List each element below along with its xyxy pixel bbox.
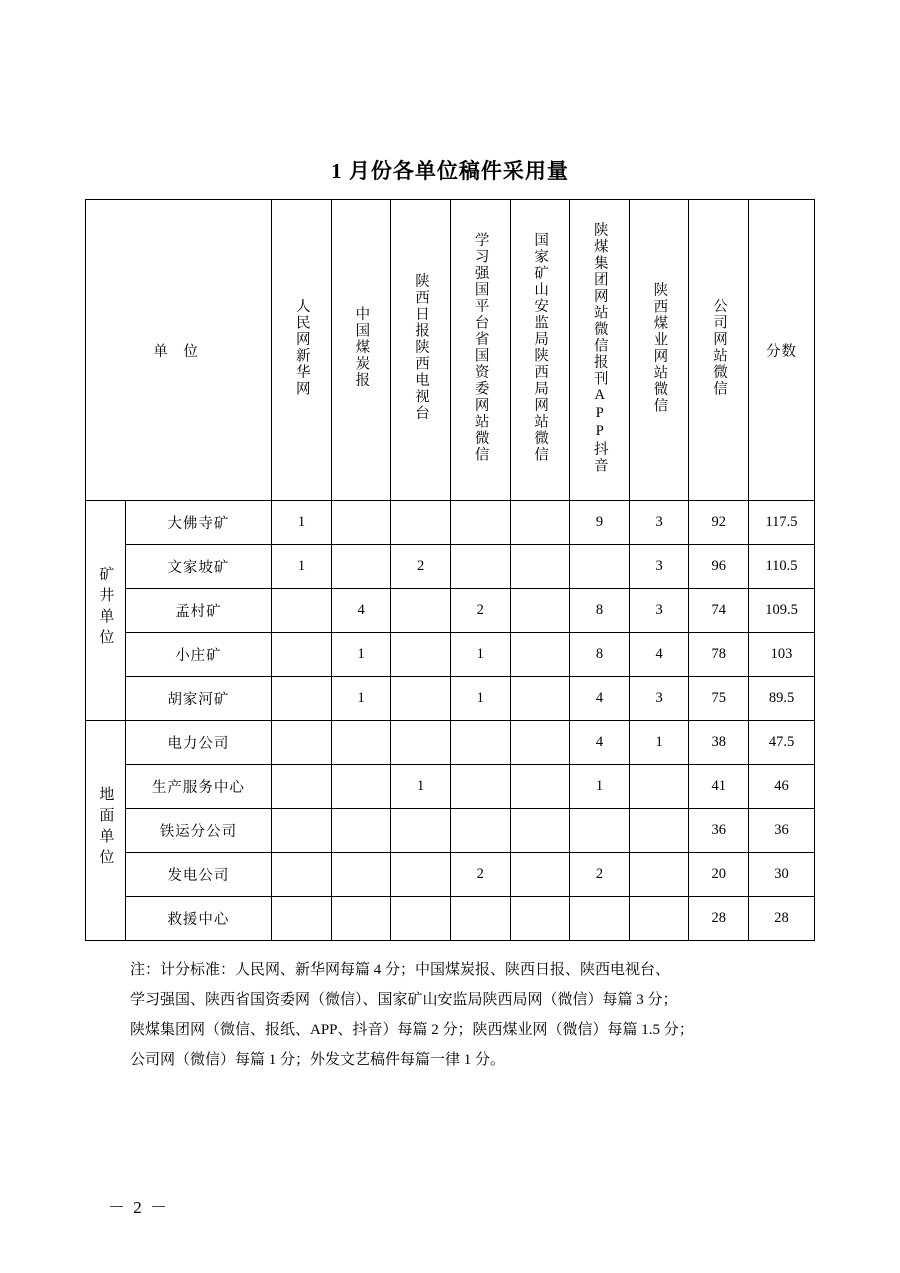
cell [570,809,630,853]
cell [331,765,391,809]
header-col-1-label: 中国煤炭报 [353,306,370,389]
row-label: 发电公司 [125,853,271,897]
cell: 3 [629,677,689,721]
header-col-3 [450,200,510,501]
header-col-1 [331,200,391,501]
cell [450,765,510,809]
cell [629,853,689,897]
cell [510,633,570,677]
table-row [86,545,815,589]
cell: 1 [450,677,510,721]
table-row [86,589,815,633]
header-col-7 [689,200,749,501]
cell [391,809,451,853]
cell: 2 [450,589,510,633]
page-title: 1 月份各单位稿件采用量 [331,159,569,183]
cell-score: 36 [749,809,815,853]
header-col-0 [272,200,332,501]
cell: 28 [689,897,749,941]
table-row [86,809,815,853]
cell: 96 [689,545,749,589]
cell [450,721,510,765]
group-label-0 [86,501,126,721]
table-row [86,677,815,721]
cell [331,501,391,545]
cell-score: 28 [749,897,815,941]
cell [331,853,391,897]
note-line-3: 陕煤集团网（微信、报纸、APP、抖音）每篇 2 分；陕西煤业网（微信）每篇 1.5 分； [130,1022,694,1038]
row-label: 大佛寺矿 [125,501,271,545]
cell [272,677,332,721]
cell-score: 47.5 [749,721,815,765]
cell [510,501,570,545]
cell: 1 [570,765,630,809]
cell: 74 [689,589,749,633]
table-row [86,633,815,677]
row-label: 小庄矿 [125,633,271,677]
header-col-5-label: 陕煤集团网站微信报刊APP抖音 [591,221,608,474]
cell [331,545,391,589]
note-line-4: 公司网（微信）每篇 1 分；外发文艺稿件每篇一律 1 分。 [130,1052,506,1068]
cell [450,897,510,941]
cell [391,633,451,677]
table-row [86,897,815,941]
group-label-1-text: 地面单位 [97,786,114,870]
cell [510,721,570,765]
header-col-4 [510,200,570,501]
table-row [86,721,815,765]
cell-score: 46 [749,765,815,809]
cell: 2 [450,853,510,897]
cell [510,765,570,809]
cell [510,589,570,633]
cell [391,721,451,765]
cell-score: 109.5 [749,589,815,633]
cell: 3 [629,545,689,589]
cell [510,853,570,897]
cell: 9 [570,501,630,545]
cell: 38 [689,721,749,765]
cell: 92 [689,501,749,545]
cell [570,545,630,589]
cell [510,809,570,853]
header-col-4-label: 国家矿山安监局陕西局网站微信 [532,232,549,463]
header-col-7-label: 公司网站微信 [711,298,727,397]
cell [391,897,451,941]
cell [510,897,570,941]
cell: 1 [331,677,391,721]
cell [391,501,451,545]
cell: 8 [570,589,630,633]
note-line-2: 学习强国、陕西省国资委网（微信）、国家矿山安监局陕西局网（微信）每篇 3 分； [130,992,678,1008]
cell [272,853,332,897]
scoring-note [100,955,800,1075]
group-label-1 [86,721,126,941]
cell [450,809,510,853]
table-row [86,853,815,897]
cell: 4 [629,633,689,677]
page-number: － 2 － [108,1198,169,1217]
cell: 41 [689,765,749,809]
cell: 3 [629,501,689,545]
cell: 2 [570,853,630,897]
cell-score: 103 [749,633,815,677]
row-label: 救援中心 [125,897,271,941]
cell: 1 [272,545,332,589]
cell [272,633,332,677]
header-col-5 [570,200,630,501]
table-row [86,501,815,545]
row-label: 文家坡矿 [125,545,271,589]
cell [331,809,391,853]
cell: 8 [570,633,630,677]
cell [272,765,332,809]
cell [510,545,570,589]
cell [331,721,391,765]
header-col-2 [391,200,451,501]
cell: 75 [689,677,749,721]
cell: 20 [689,853,749,897]
cell [450,545,510,589]
row-label: 生产服务中心 [125,765,271,809]
cell: 78 [689,633,749,677]
cell: 1 [391,765,451,809]
submission-statistics-table [85,199,815,941]
row-label: 电力公司 [125,721,271,765]
header-col-6-label: 陕西煤业网站微信 [651,281,668,414]
cell-score: 117.5 [749,501,815,545]
cell: 4 [331,589,391,633]
cell [629,809,689,853]
cell-score: 110.5 [749,545,815,589]
cell-score: 89.5 [749,677,815,721]
cell [272,809,332,853]
header-col-3-label: 学习强国平台省国资委网站微信 [472,232,489,463]
cell: 3 [629,589,689,633]
header-col-2-label: 陕西日报陕西电视台 [412,273,429,422]
cell [629,897,689,941]
group-label-0-text: 矿井单位 [97,566,114,650]
table-header-row [86,200,815,501]
cell [570,897,630,941]
cell [391,589,451,633]
cell: 4 [570,721,630,765]
cell [510,677,570,721]
cell: 1 [272,501,332,545]
row-label: 胡家河矿 [125,677,271,721]
cell [391,853,451,897]
row-label: 孟村矿 [125,589,271,633]
cell [272,721,332,765]
cell-score: 30 [749,853,815,897]
cell: 2 [391,545,451,589]
header-score: 分数 [749,200,815,501]
cell [331,897,391,941]
cell: 4 [570,677,630,721]
header-unit: 单 位 [86,200,272,501]
cell [272,897,332,941]
cell: 1 [331,633,391,677]
cell: 1 [450,633,510,677]
cell: 1 [629,721,689,765]
table-row [86,765,815,809]
row-label: 铁运分公司 [125,809,271,853]
cell [391,677,451,721]
cell [450,501,510,545]
header-col-0-label: 人民网新华网 [293,298,310,397]
header-col-6 [629,200,689,501]
cell: 36 [689,809,749,853]
cell [272,589,332,633]
note-line-1: 注：计分标准：人民网、新华网每篇 4 分；中国煤炭报、陕西日报、陕西电视台、 [130,962,671,978]
cell [629,765,689,809]
